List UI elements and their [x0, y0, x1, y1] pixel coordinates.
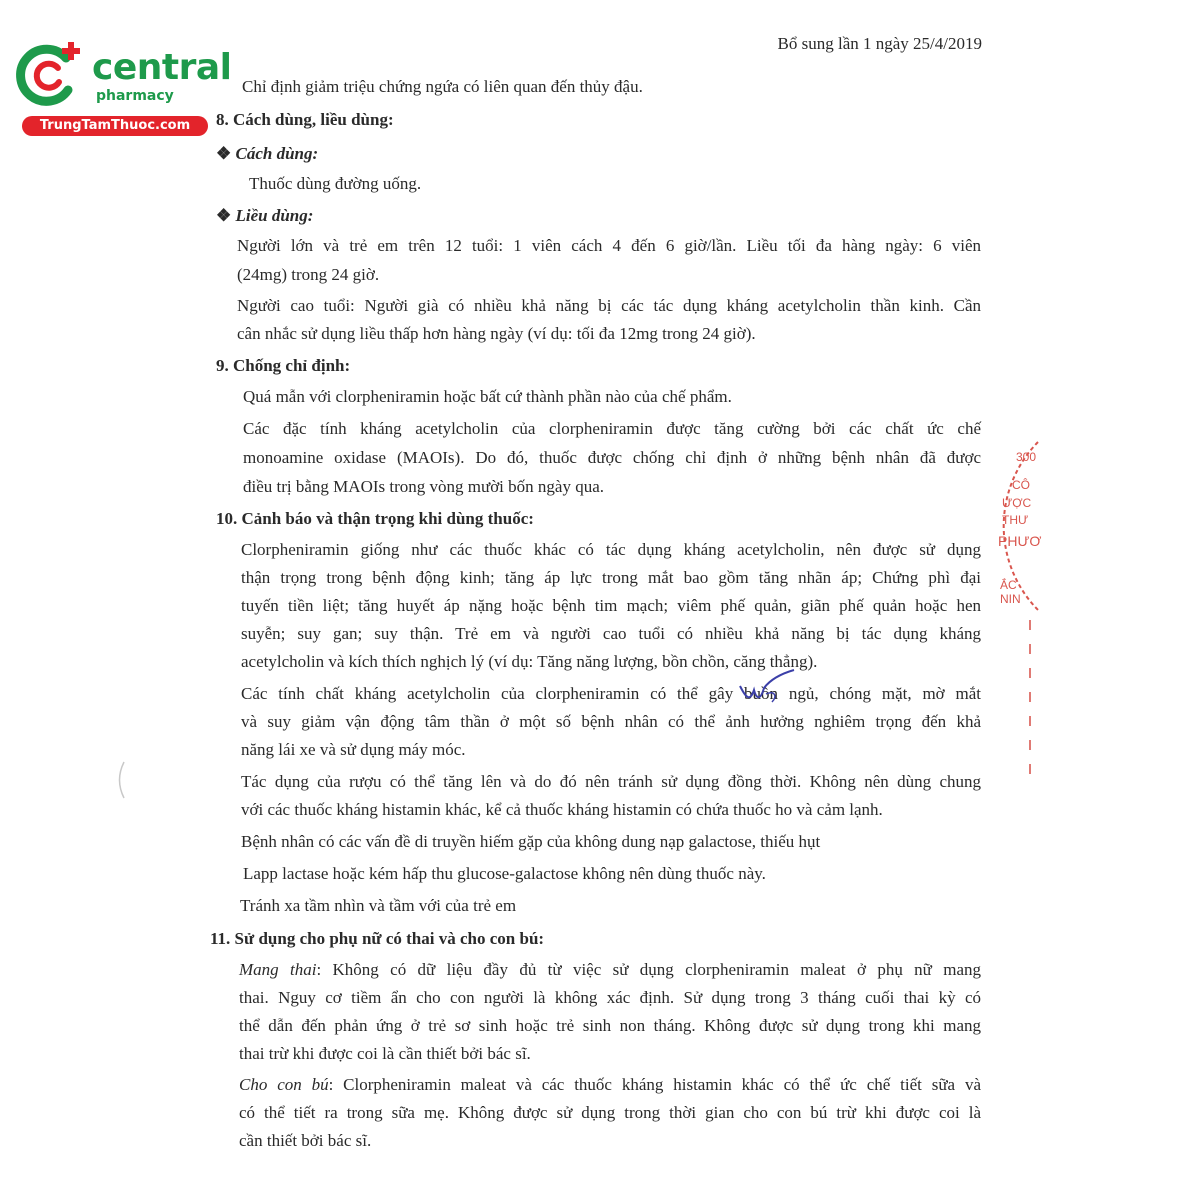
pregnancy-line-1: Mang thai: Không có dữ liệu đầy đủ từ việc sử dụng clorpheniramin maleat ở phụ nữ mang	[239, 960, 981, 979]
diamond-bullet-icon: ❖	[216, 144, 236, 163]
warning-p1-line-2: thận trọng trong bệnh động kinh; tăng áp lực trong mắt bao gồm tăng nhãn áp; Chứng phì đại	[241, 568, 981, 587]
pregnancy-label: Mang thai	[239, 960, 317, 979]
warning-p5: Lapp lactase hoặc kém hấp thu glucose-galactose không nên dùng thuốc này.	[243, 864, 766, 883]
dose-elderly-line-2: cân nhắc sử dụng liều thấp hơn hàng ngày (ví dụ: tối đa 12mg trong 24 giờ).	[237, 324, 756, 343]
section-8-heading: 8. Cách dùng, liều dùng:	[216, 110, 394, 129]
section-10-heading: 10. Cảnh báo và thận trọng khi dùng thuốc:	[216, 509, 534, 528]
margin-mark	[116, 760, 126, 800]
contraindication-line-3: monoamine oxidase (MAOIs). Do đó, thuốc được chống chỉ định ở những bệnh nhân đã được	[243, 448, 981, 467]
warning-p1-line-3: tuyến tiền liệt; tăng huyết áp nặng hoặc bệnh tim mạch; viêm phế quản, giãn phế quản hoặc hen	[241, 596, 981, 615]
nursing-label: Cho con bú	[239, 1075, 329, 1094]
logo-url-badge: TrungTamThuoc.com	[22, 116, 208, 136]
contraindication-line-4: điều trị bằng MAOIs trong vòng mười bốn ngày qua.	[243, 477, 604, 496]
diamond-bullet-icon: ❖	[216, 206, 236, 225]
revision-date: Bổ sung lần 1 ngày 25/4/2019	[777, 34, 982, 53]
nursing-line-2: có thể tiết ra trong sữa mẹ. Không được sử dụng trong thời gian cho con bú trừ khi được coi là	[239, 1103, 981, 1122]
intro-line: Chỉ định giảm triệu chứng ngứa có liên quan đến thủy đậu.	[242, 77, 643, 96]
dose-adult-line-2: (24mg) trong 24 giờ.	[237, 265, 380, 284]
pregnancy-line-2: thai. Nguy cơ tiềm ẩn cho con người là không xác định. Sử dụng trong 3 tháng cuối thai kỳ có	[239, 988, 981, 1007]
warning-p2-line-1: Các tính chất kháng acetylcholin của clorpheniramin có thể gây buồn ngủ, chóng mặt, mờ mắt	[241, 684, 981, 703]
section-11-heading: 11. Sử dụng cho phụ nữ có thai và cho con bú:	[210, 929, 545, 948]
contraindication-line-1: Quá mẫn với clorpheniramin hoặc bất cứ thành phần nào của chế phẩm.	[243, 387, 732, 406]
stamp-text-5: PHƯƠ	[998, 533, 1042, 549]
warning-p6: Tránh xa tầm nhìn và tầm với của trẻ em	[240, 896, 517, 915]
stamp-text-3: ƯỢC	[1002, 496, 1032, 510]
warning-p1-line-4: suyễn; suy gan; suy thận. Trẻ em và người cao tuổi có nhiều khả năng bị tác dụng kháng	[241, 624, 981, 643]
nursing-line-3: cần thiết bởi bác sĩ.	[239, 1131, 372, 1150]
stamp-text-1: 300	[1016, 450, 1037, 464]
warning-p3-line-1: Tác dụng của rượu có thể tăng lên và do đó nên tránh sử dụng đồng thời. Không nên dùng chung	[241, 772, 981, 791]
nursing-line-1: Cho con bú: Clorpheniramin maleat và các thuốc kháng histamin khác có thể ức chế tiết sữa và	[239, 1075, 981, 1094]
pregnancy-line-4: thai trừ khi được coi là cần thiết bởi bác sĩ.	[239, 1044, 531, 1063]
warning-p4: Bệnh nhân có các vấn đề di truyền hiếm gặp của không dung nạp galactose, thiếu hụt	[241, 832, 821, 851]
usage-heading: ❖ Cách dùng:	[216, 144, 319, 163]
warning-p1-line-1: Clorpheniramin giống như các thuốc khác có tác dụng kháng acetylcholin, nên được sử dụng	[241, 540, 981, 559]
pregnancy-line-3: thể dẫn đến phản ứng ở trẻ sơ sinh hoặc trẻ sinh non tháng. Không được sử dụng trong khi mang	[239, 1016, 981, 1035]
usage-text: Thuốc dùng đường uống.	[249, 174, 422, 193]
dose-elderly-line-1: Người cao tuổi: Người già có nhiều khả năng bị các tác dụng kháng acetylcholin thần kinh. Cần	[237, 296, 981, 315]
stamp-text-6: ẮC NIN	[1000, 578, 1021, 606]
red-stamp	[990, 440, 1040, 780]
dose-heading: ❖ Liều dùng:	[216, 206, 314, 225]
warning-p2-line-3: năng lái xe và sử dụng máy móc.	[241, 740, 466, 759]
section-9-heading: 9. Chống chỉ định:	[216, 356, 351, 375]
warning-p2-line-2: và suy giảm vận động tâm thần ở một số bệnh nhân có thể ảnh hưởng nghiêm trọng đến khả	[241, 712, 981, 731]
central-logo-icon	[14, 40, 84, 110]
stamp-text-2: CÔ	[1012, 478, 1030, 492]
dose-adult-line-1: Người lớn và trẻ em trên 12 tuổi: 1 viên cách 4 đến 6 giờ/lần. Liều tối đa hàng ngày: 6 viên	[237, 236, 981, 255]
warning-p3-line-2: với các thuốc kháng histamin khác, kể cả thuốc kháng histamin có chứa thuốc ho và cảm lạnh.	[241, 800, 883, 819]
stamp-text-4: THƯ	[1002, 513, 1029, 527]
logo-sub-text: pharmacy	[96, 88, 174, 104]
handwritten-signature	[736, 668, 806, 708]
contraindication-line-2: Các đặc tính kháng acetylcholin của clorpheniramin được tăng cường bởi các chất ức chế	[243, 419, 981, 438]
warning-p1-line-5: acetylcholin và kích thích nghịch lý (ví dụ: Tăng năng lượng, bồn chồn, căng thẳng).	[241, 652, 818, 671]
central-pharmacy-logo[interactable]	[10, 38, 232, 138]
logo-brand-text: central	[92, 47, 232, 88]
